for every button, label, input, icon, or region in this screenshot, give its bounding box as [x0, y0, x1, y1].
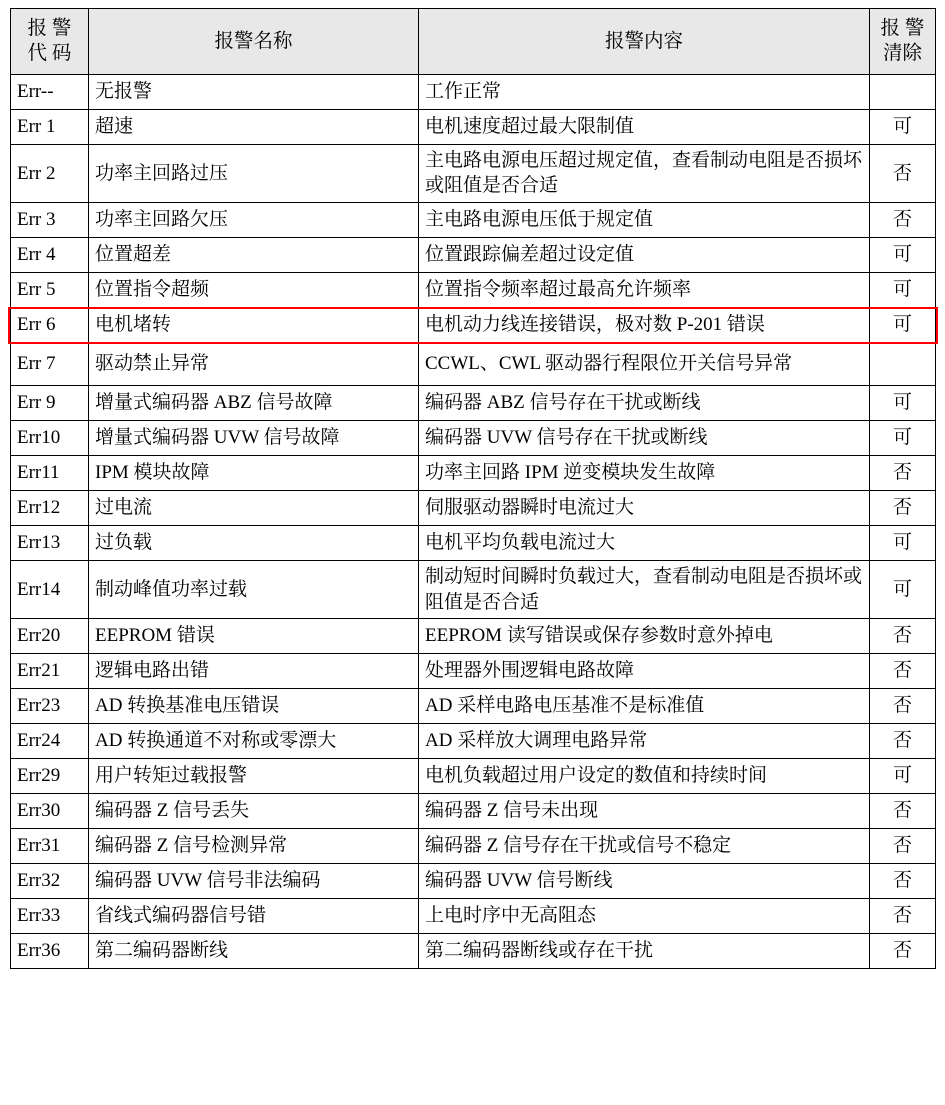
cell-alarm-clearable: 可	[870, 420, 936, 455]
table-row	[11, 619, 936, 654]
table-row	[11, 237, 936, 272]
cell-alarm-content: CCWL、CWL 驱动器行程限位开关信号异常	[419, 342, 870, 385]
cell-alarm-code: Err23	[11, 689, 89, 724]
cell-alarm-clearable: 否	[870, 829, 936, 864]
cell-alarm-code: Err24	[11, 724, 89, 759]
column-header-code-line2: 代 码	[27, 43, 72, 65]
cell-alarm-clearable: 否	[870, 794, 936, 829]
table-row	[11, 759, 936, 794]
cell-alarm-content: 第二编码器断线或存在干扰	[419, 934, 870, 969]
cell-alarm-code: Err31	[11, 829, 89, 864]
cell-alarm-content: EEPROM 读写错误或保存参数时意外掉电	[419, 619, 870, 654]
table-row	[11, 829, 936, 864]
table-row	[11, 74, 936, 109]
cell-alarm-name: 用户转矩过载报警	[89, 759, 419, 794]
cell-alarm-content: 位置跟踪偏差超过设定值	[419, 237, 870, 272]
cell-alarm-clearable: 否	[870, 724, 936, 759]
table-row	[11, 794, 936, 829]
cell-alarm-content: AD 采样放大调理电路异常	[419, 724, 870, 759]
cell-alarm-content: 工作正常	[419, 74, 870, 109]
cell-alarm-code: Err36	[11, 934, 89, 969]
table-row	[11, 899, 936, 934]
cell-alarm-content: 电机速度超过最大限制值	[419, 109, 870, 144]
cell-alarm-code: Err29	[11, 759, 89, 794]
cell-alarm-name: 功率主回路过压	[89, 144, 419, 202]
table-row	[11, 420, 936, 455]
column-header-code-line1: 报 警	[27, 18, 72, 39]
cell-alarm-content: 编码器 Z 信号存在干扰或信号不稳定	[419, 829, 870, 864]
cell-alarm-name: 编码器 UVW 信号非法编码	[89, 864, 419, 899]
cell-alarm-name: EEPROM 错误	[89, 619, 419, 654]
cell-alarm-content: 编码器 UVW 信号断线	[419, 864, 870, 899]
cell-alarm-clearable: 可	[870, 525, 936, 560]
cell-alarm-clearable: 否	[870, 144, 936, 202]
cell-alarm-code: Err 9	[11, 385, 89, 420]
cell-alarm-clearable: 可	[870, 560, 936, 618]
cell-alarm-name: AD 转换基准电压错误	[89, 689, 419, 724]
table-header-row	[11, 9, 936, 75]
cell-alarm-name: 过电流	[89, 490, 419, 525]
cell-alarm-code: Err32	[11, 864, 89, 899]
table-row	[11, 689, 936, 724]
table-row	[11, 934, 936, 969]
cell-alarm-clearable: 否	[870, 490, 936, 525]
cell-alarm-name: AD 转换通道不对称或零漂大	[89, 724, 419, 759]
cell-alarm-code: Err13	[11, 525, 89, 560]
column-header-clear-line2: 清除	[882, 43, 922, 65]
cell-alarm-clearable: 否	[870, 864, 936, 899]
column-header-code	[11, 9, 89, 75]
cell-alarm-content: 编码器 Z 信号未出现	[419, 794, 870, 829]
cell-alarm-clearable: 否	[870, 934, 936, 969]
cell-alarm-clearable: 否	[870, 455, 936, 490]
cell-alarm-code: Err 7	[11, 342, 89, 385]
cell-alarm-code: Err 3	[11, 202, 89, 237]
cell-alarm-code: Err 5	[11, 272, 89, 307]
table-row	[11, 455, 936, 490]
column-header-content: 报警内容	[419, 9, 870, 75]
cell-alarm-name: 无报警	[89, 74, 419, 109]
cell-alarm-content: 电机平均负载电流过大	[419, 525, 870, 560]
table-row	[11, 272, 936, 307]
cell-alarm-code: Err21	[11, 654, 89, 689]
cell-alarm-content: 电机负载超过用户设定的数值和持续时间	[419, 759, 870, 794]
cell-alarm-code: Err 6	[11, 307, 89, 342]
cell-alarm-content: 主电路电源电压超过规定值，查看制动电阻是否损坏或阻值是否合适	[419, 144, 870, 202]
cell-alarm-name: 位置超差	[89, 237, 419, 272]
cell-alarm-content: 电机动力线连接错误，极对数 P-201 错误	[419, 307, 870, 342]
cell-alarm-name: 位置指令超频	[89, 272, 419, 307]
cell-alarm-name: 增量式编码器 ABZ 信号故障	[89, 385, 419, 420]
cell-alarm-content: 制动短时间瞬时负载过大，查看制动电阻是否损坏或阻值是否合适	[419, 560, 870, 618]
alarm-code-table	[10, 8, 936, 969]
table-row	[11, 307, 936, 342]
cell-alarm-name: 第二编码器断线	[89, 934, 419, 969]
cell-alarm-content: 处理器外围逻辑电路故障	[419, 654, 870, 689]
column-header-clear-line1: 报 警	[880, 18, 925, 39]
cell-alarm-code: Err14	[11, 560, 89, 618]
cell-alarm-content: 主电路电源电压低于规定值	[419, 202, 870, 237]
cell-alarm-name: 功率主回路欠压	[89, 202, 419, 237]
cell-alarm-clearable: 否	[870, 654, 936, 689]
cell-alarm-code: Err10	[11, 420, 89, 455]
table-row	[11, 109, 936, 144]
cell-alarm-name: 逻辑电路出错	[89, 654, 419, 689]
table-row	[11, 654, 936, 689]
cell-alarm-content: 编码器 UVW 信号存在干扰或断线	[419, 420, 870, 455]
cell-alarm-name: 编码器 Z 信号检测异常	[89, 829, 419, 864]
column-header-name: 报警名称	[89, 9, 419, 75]
cell-alarm-name: 超速	[89, 109, 419, 144]
cell-alarm-clearable: 可	[870, 759, 936, 794]
cell-alarm-code: Err11	[11, 455, 89, 490]
cell-alarm-name: 增量式编码器 UVW 信号故障	[89, 420, 419, 455]
table-row	[11, 342, 936, 385]
cell-alarm-content: 伺服驱动器瞬时电流过大	[419, 490, 870, 525]
cell-alarm-name: IPM 模块故障	[89, 455, 419, 490]
table-row	[11, 724, 936, 759]
cell-alarm-name: 编码器 Z 信号丢失	[89, 794, 419, 829]
cell-alarm-name: 省线式编码器信号错	[89, 899, 419, 934]
cell-alarm-clearable: 可	[870, 109, 936, 144]
cell-alarm-code: Err 2	[11, 144, 89, 202]
cell-alarm-code: Err--	[11, 74, 89, 109]
cell-alarm-clearable: 可	[870, 385, 936, 420]
table-body	[11, 74, 936, 969]
table-row	[11, 144, 936, 202]
cell-alarm-name: 驱动禁止异常	[89, 342, 419, 385]
cell-alarm-code: Err 4	[11, 237, 89, 272]
cell-alarm-clearable: 否	[870, 689, 936, 724]
cell-alarm-name: 电机堵转	[89, 307, 419, 342]
column-header-clear	[870, 9, 936, 75]
cell-alarm-name: 制动峰值功率过载	[89, 560, 419, 618]
cell-alarm-clearable: 否	[870, 899, 936, 934]
cell-alarm-clearable: 可	[870, 272, 936, 307]
cell-alarm-content: 功率主回路 IPM 逆变模块发生故障	[419, 455, 870, 490]
cell-alarm-clearable: 否	[870, 202, 936, 237]
table-row	[11, 490, 936, 525]
table-row	[11, 525, 936, 560]
cell-alarm-content: AD 采样电路电压基准不是标准值	[419, 689, 870, 724]
cell-alarm-content: 编码器 ABZ 信号存在干扰或断线	[419, 385, 870, 420]
table-row	[11, 202, 936, 237]
cell-alarm-clearable: 可	[870, 307, 936, 342]
cell-alarm-code: Err33	[11, 899, 89, 934]
cell-alarm-clearable	[870, 342, 936, 385]
table-header	[11, 9, 936, 75]
cell-alarm-clearable	[870, 74, 936, 109]
cell-alarm-code: Err30	[11, 794, 89, 829]
cell-alarm-code: Err12	[11, 490, 89, 525]
cell-alarm-content: 上电时序中无高阻态	[419, 899, 870, 934]
table-row	[11, 560, 936, 618]
table-row	[11, 385, 936, 420]
cell-alarm-code: Err 1	[11, 109, 89, 144]
cell-alarm-clearable: 否	[870, 619, 936, 654]
cell-alarm-code: Err20	[11, 619, 89, 654]
cell-alarm-name: 过负载	[89, 525, 419, 560]
cell-alarm-clearable: 可	[870, 237, 936, 272]
cell-alarm-content: 位置指令频率超过最高允许频率	[419, 272, 870, 307]
table-row	[11, 864, 936, 899]
